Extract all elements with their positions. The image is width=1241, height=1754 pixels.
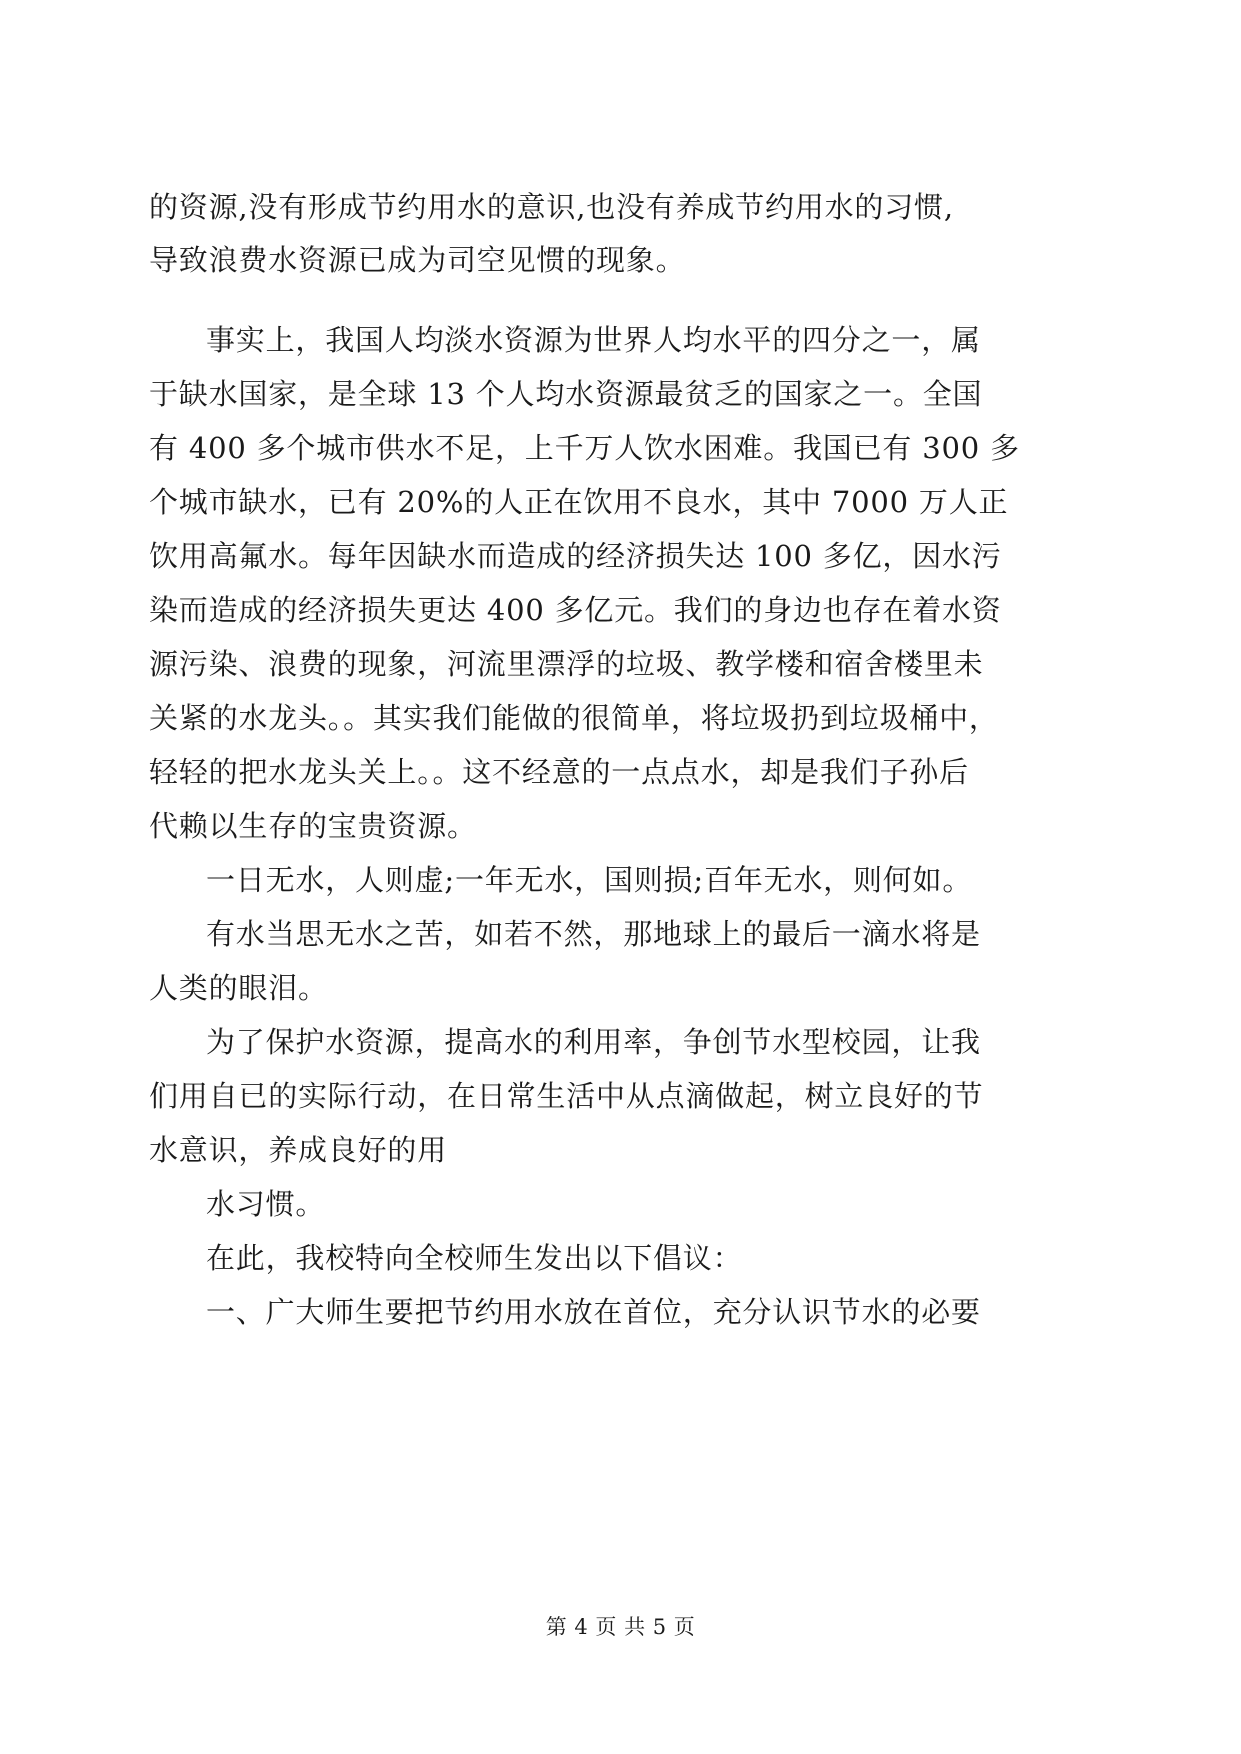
text-line: 导致浪费水资源已成为司空见惯的现象。 — [149, 243, 686, 277]
page-number-footer: 第 4 页 共 5 页 — [545, 1615, 696, 1639]
text-line: 染而造成的经济损失更达 400 多亿元。我们的身边也存在着水资 — [149, 593, 1002, 627]
text-line: 在此，我校特向全校师生发出以下倡议： — [206, 1241, 743, 1275]
text-line: 一、广大师生要把节约用水放在首位，充分认识节水的必要 — [206, 1295, 981, 1329]
text-line: 轻轻的把水龙头关上。。这不经意的一点点水，却是我们子孙后 — [149, 755, 969, 789]
text-line: 代赖以生存的宝贵资源。 — [149, 809, 477, 843]
text-line: 水意识，养成良好的用 — [149, 1133, 448, 1167]
text-line: 有 400 多个城市供水不足，上千万人饮水困难。我国已有 300 多 — [149, 431, 1020, 465]
text-line: 个城市缺水，已有 20%的人正在饮用不良水，其中 7000 万人正 — [149, 485, 1009, 519]
text-line: 于缺水国家，是全球 13 个人均水资源最贫乏的国家之一。全国 — [149, 377, 983, 411]
text-line: 饮用高氟水。每年因缺水而造成的经济损失达 100 多亿，因水污 — [149, 539, 1002, 573]
text-line: 源污染、浪费的现象，河流里漂浮的垃圾、教学楼和宿舍楼里未 — [149, 647, 984, 681]
text-line: 们用自已的实际行动，在日常生活中从点滴做起，树立良好的节 — [149, 1079, 984, 1113]
text-line: 有水当思无水之苦，如若不然，那地球上的最后一滴水将是 — [206, 917, 981, 951]
text-line: 事实上，我国人均淡水资源为世界人均水平的四分之一，属 — [206, 323, 981, 357]
text-line: 的资源,没有形成节约用水的意识,也没有养成节约用水的习惯, — [149, 190, 954, 224]
text-line: 一日无水，人则虚;一年无水，国则损;百年无水，则何如。 — [206, 863, 973, 897]
text-line: 关紧的水龙头。。其实我们能做的很简单，将垃圾扔到垃圾桶中， — [149, 701, 999, 735]
text-line: 人类的眼泪。 — [149, 971, 328, 1005]
text-line: 为了保护水资源，提高水的利用率，争创节水型校园，让我 — [206, 1025, 981, 1059]
text-line: 水习惯。 — [206, 1187, 326, 1221]
